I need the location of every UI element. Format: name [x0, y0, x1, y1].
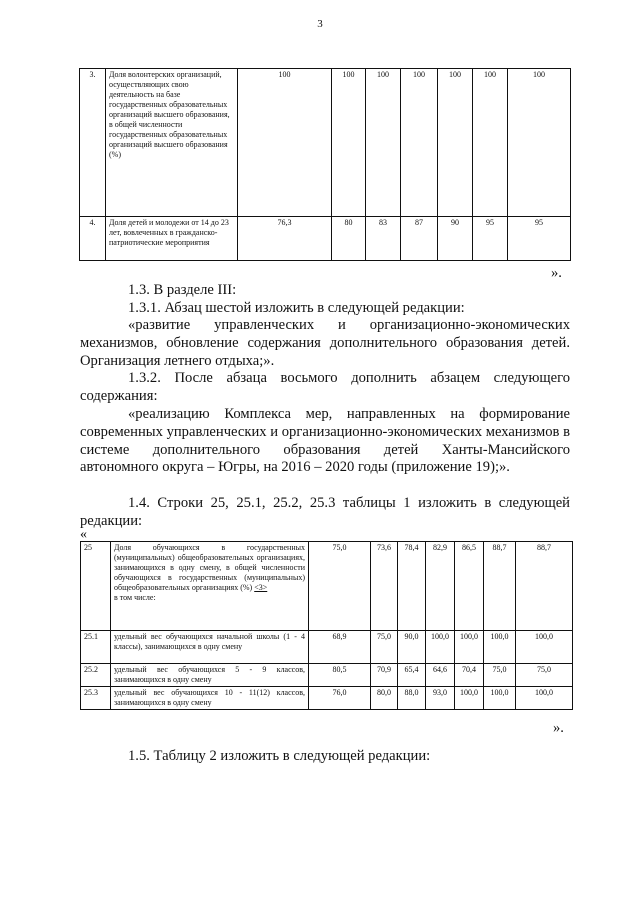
value-cell: 90,0: [398, 631, 426, 664]
row-number: 4.: [80, 217, 106, 261]
value-cell: 86,5: [455, 542, 484, 631]
value-cell: 78,4: [398, 542, 426, 631]
value-cell: 83: [366, 217, 401, 261]
value-cell: 88,0: [398, 687, 426, 710]
table-row: [81, 542, 573, 631]
opening-quote: «: [80, 527, 87, 542]
value-cell: 88,7: [484, 542, 516, 631]
value-cell: 100,0: [455, 631, 484, 664]
paragraph-1-3-2-quote: «реализацию Комплекса мер, направленных на формирование современных управленческих и организационно-экономических механизмов в системе дополнительного образования детей Ханты-Мансийского автономного округа – Югры, на 2016 – 2020 годы (приложение 19);».: [80, 406, 570, 476]
value-cell: 100: [401, 69, 438, 217]
note-reference: <3>: [254, 583, 268, 592]
value-cell: 70,4: [455, 664, 484, 687]
table-row: [80, 69, 571, 217]
value-cell: 76,3: [238, 217, 332, 261]
value-cell: 70,9: [371, 664, 398, 687]
value-cell: 75,0: [309, 542, 371, 631]
row-number: 3.: [80, 69, 106, 217]
value-cell: 100: [438, 69, 473, 217]
indicator-name: Доля волонтерских организаций, осуществляющих свою деятельность на базе государственных образовательных организаций высшего образования, в общей численности государственных образовательных организаций высшего образования (%): [106, 69, 238, 217]
table-row: [80, 217, 571, 261]
value-cell: 100,0: [484, 687, 516, 710]
value-cell: 68,9: [309, 631, 371, 664]
value-cell: 64,6: [426, 664, 455, 687]
value-cell: 100,0: [455, 687, 484, 710]
table-row: [81, 664, 573, 687]
value-cell: 87: [401, 217, 438, 261]
value-cell: 88,7: [516, 542, 573, 631]
table-row: [81, 687, 573, 710]
closing-quote: ».: [553, 720, 564, 736]
value-cell: 75,0: [371, 631, 398, 664]
value-cell: 93,0: [426, 687, 455, 710]
value-cell: 80: [332, 217, 366, 261]
value-cell: 95: [473, 217, 508, 261]
indicator-text: Доля обучающихся в государственных (муниципальных) общеобразовательных организациях, занимающихся в одну смену, в общей численности обучающихся в государственных (муниципальных) общеобразовательных организациях (%): [114, 543, 305, 592]
indicators-table-continuation: [79, 68, 571, 261]
value-cell: 100,0: [484, 631, 516, 664]
indicator-name: удельный вес обучающихся 10 - 11(12) классов, занимающихся в одну смену: [111, 687, 309, 710]
value-cell: 100: [366, 69, 401, 217]
value-cell: 100,0: [426, 631, 455, 664]
section-heading-1-3: 1.3. В разделе III:: [128, 282, 237, 298]
paragraph-1-4: 1.4. Строки 25, 25.1, 25.2, 25.3 таблицы 1 изложить в следующей редакции:: [80, 495, 570, 529]
row-number: 25.2: [81, 664, 111, 687]
closing-quote: ».: [551, 265, 562, 281]
paragraph-1-3-2: 1.3.2. После абзаца восьмого дополнить абзацем следующего содержания:: [80, 370, 570, 404]
value-cell: 100: [508, 69, 571, 217]
row-number: 25: [81, 542, 111, 631]
value-cell: 65,4: [398, 664, 426, 687]
value-cell: 82,9: [426, 542, 455, 631]
value-cell: 90: [438, 217, 473, 261]
indicator-name: Доля детей и молодежи от 14 до 23 лет, вовлеченных в гражданско-патриотические мероприятия: [106, 217, 238, 261]
value-cell: 100: [473, 69, 508, 217]
paragraph-1-5: 1.5. Таблицу 2 изложить в следующей редакции:: [128, 748, 431, 764]
value-cell: 80,0: [371, 687, 398, 710]
table-row: [81, 631, 573, 664]
table-1-rows: [80, 541, 573, 710]
indicator-name: удельный вес обучающихся начальной школы (1 - 4 классы), занимающихся в одну смену: [111, 631, 309, 664]
page-number: 3: [317, 18, 323, 30]
value-cell: 100,0: [516, 631, 573, 664]
indicator-name: удельный вес обучающихся 5 - 9 классов, занимающихся в одну смену: [111, 664, 309, 687]
value-cell: 75,0: [516, 664, 573, 687]
row-number: 25.1: [81, 631, 111, 664]
value-cell: 100: [238, 69, 332, 217]
value-cell: 75,0: [484, 664, 516, 687]
paragraph-1-3-1: «развитие управленческих и организационно-экономических механизмов, обновление содержания дополнительного образования детей. Организация летнего отдыха;».: [80, 317, 570, 369]
value-cell: 100: [332, 69, 366, 217]
value-cell: 73,6: [371, 542, 398, 631]
value-cell: 100,0: [516, 687, 573, 710]
value-cell: 76,0: [309, 687, 371, 710]
value-cell: 95: [508, 217, 571, 261]
subheading: в том числе:: [114, 593, 156, 602]
section-heading-1-3-1: 1.3.1. Абзац шестой изложить в следующей редакции:: [128, 300, 465, 316]
indicator-name: [111, 542, 309, 631]
value-cell: 80,5: [309, 664, 371, 687]
row-number: 25.3: [81, 687, 111, 710]
